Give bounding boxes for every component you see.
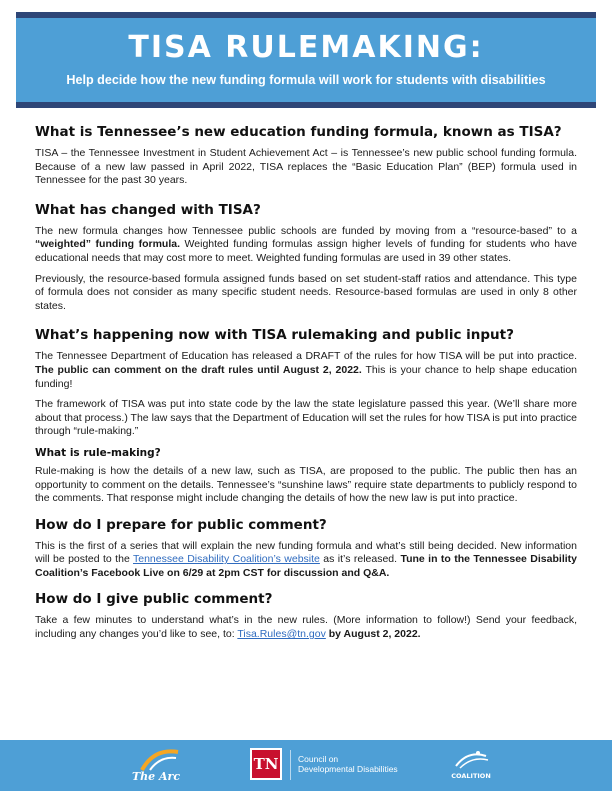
coalition-website-link[interactable]: Tennessee Disability Coalition’s website bbox=[133, 553, 320, 566]
section-what-is-tisa bbox=[35, 124, 577, 188]
section-what-changed bbox=[35, 202, 577, 314]
paragraph: The framework of TISA was put into state code by the law the state legislature passed this year. (We’ll share more about that process.) The law says that the Department of Education will set the rules for how TISA is put into practice through “rule-making.” bbox=[35, 398, 577, 438]
email-link[interactable]: Tisa.Rules@tn.gov bbox=[237, 628, 326, 641]
text-run: Weighted funding formulas assign higher levels of funding for students who have educational needs that may cost more to meet. Weighted funding formulas are used in 39 other states. bbox=[35, 238, 577, 264]
arc-swoosh-icon bbox=[128, 746, 188, 772]
text-run: This is the first of a series that will explain the new funding formula and what’s still being decided. New information will be posted to the bbox=[35, 539, 577, 566]
tn-logo: TN bbox=[250, 748, 282, 780]
paragraph bbox=[35, 540, 577, 581]
bold-text-run: by August 2, 2022. bbox=[325, 628, 421, 641]
tdc-wordmark: COALITION bbox=[451, 772, 491, 780]
paragraph bbox=[35, 225, 577, 266]
text-run: The new formula changes how Tennessee public schools are funded by moving from a “resource-based” to a bbox=[35, 224, 577, 237]
arc-wordmark: The Arc bbox=[132, 770, 181, 783]
page-title: TISA RULEMAKING: bbox=[128, 30, 484, 65]
text-run: as it’s released. bbox=[319, 553, 401, 566]
header-banner bbox=[16, 18, 596, 102]
text-run: Take a few minutes to understand what’s in the new rules. (More information to follow!) Send your feedback, including any changes you’d like to see, to: bbox=[35, 614, 577, 641]
text-run: The Tennessee Department of Education has released a DRAFT of the rules for how TISA will be put into practice. bbox=[35, 350, 577, 363]
section-heading: What is Tennessee’s new education funding formula, known as TISA? bbox=[35, 124, 562, 140]
section-heading: How do I give public comment? bbox=[35, 591, 273, 608]
section-heading: How do I prepare for public comment? bbox=[35, 516, 327, 533]
logo-divider bbox=[290, 750, 291, 780]
council-line: Council on bbox=[298, 754, 339, 764]
document-body bbox=[35, 124, 577, 656]
section-heading: What’s happening now with TISA rulemaking and public input? bbox=[35, 327, 514, 344]
tdc-logo bbox=[448, 746, 494, 786]
sub-heading: What is rule-making? bbox=[35, 446, 161, 459]
bold-text-run: The public can comment on the draft rules until August 2, 2022. bbox=[35, 363, 362, 376]
section-heading: What has changed with TISA? bbox=[35, 201, 261, 218]
paragraph: Previously, the resource-based formula assigned funds based on set student-staff ratios and attendance. This type of formula does not consider as many specific student needs. Resource-based formulas are used in only 8 other states. bbox=[35, 272, 577, 312]
bold-text-run: “weighted” funding formula. bbox=[35, 238, 180, 251]
council-line: Developmental Disabilities bbox=[298, 764, 398, 774]
paragraph bbox=[35, 350, 577, 391]
the-arc-logo bbox=[128, 746, 188, 786]
footer-logo-bar bbox=[0, 740, 612, 791]
section-rulemaking bbox=[35, 327, 577, 505]
section-prepare bbox=[35, 517, 577, 581]
text-run: This is your chance to help shape education funding! bbox=[35, 363, 577, 390]
header-bottom-rule bbox=[16, 102, 596, 108]
paragraph: TISA – the Tennessee Investment in Student Achievement Act – is Tennessee’s new public school funding formula. Because of a new law passed in April 2022, TISA replaces the “Basic Education Plan” (BEP) formula used in Tennessee for the past 30 years. bbox=[35, 147, 577, 187]
council-logo-text bbox=[298, 754, 398, 774]
bold-text-run: Tune in to the Tennessee Disability Coalition’s Facebook Live on 6/29 at 2pm CST for discussion and Q&A. bbox=[35, 553, 577, 579]
paragraph bbox=[35, 614, 577, 641]
paragraph: Rule-making is how the details of a new law, such as TISA, are proposed to the public. The public then has an opportunity to comment on the details. Tennessee’s “sunshine laws” require state departments to publicly respond to the comments. That response might include changing the details of how the new law is put into practice. bbox=[35, 464, 577, 505]
section-give-comment bbox=[35, 591, 577, 641]
tdc-wave-icon bbox=[448, 746, 494, 770]
page-subtitle: Help decide how the new funding formula will work for students with disabilities bbox=[66, 73, 546, 87]
